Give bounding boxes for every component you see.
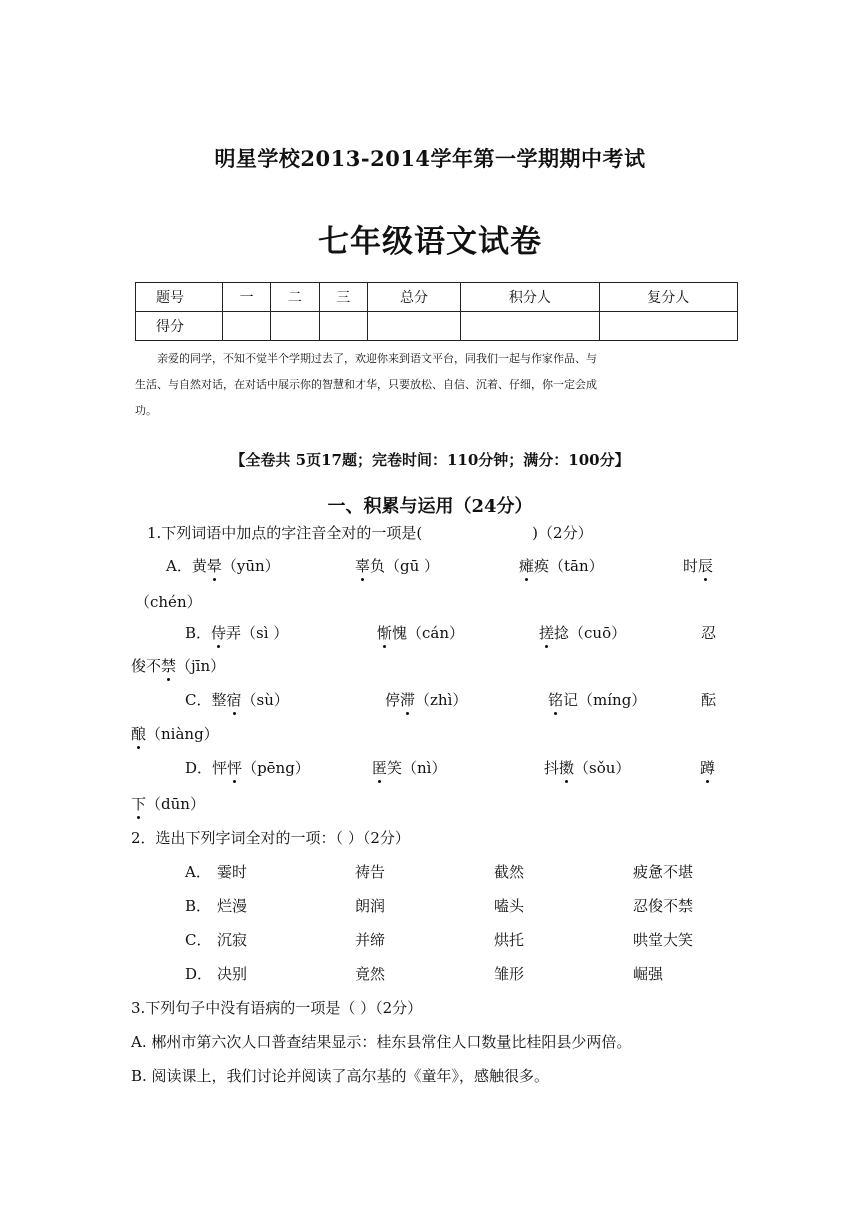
score-cell: 得分: [136, 312, 223, 341]
option-text: （yūn）: [221, 557, 280, 575]
dotted-char: 下: [131, 795, 147, 813]
question-text: 1.下列词语中加点的字注音全对的一项是(: [147, 524, 423, 542]
dotted-char: 辰: [698, 557, 714, 575]
q1-option-d-word3: [544, 757, 630, 778]
score-input-cell[interactable]: [461, 312, 599, 341]
dotted-char: 惭: [377, 624, 393, 642]
option-text: （zhì）: [415, 691, 468, 709]
score-cell: 题号: [136, 283, 223, 312]
q2-option-word: 崛强: [633, 965, 664, 983]
q1-option-d-word2: [372, 757, 446, 778]
q2-option-letter: C．: [185, 931, 212, 949]
q2-option-word: 竟然: [355, 965, 386, 983]
q2-option-word: 疲惫不堪: [633, 863, 694, 881]
q1-option-a-continued: （chén）: [135, 593, 202, 611]
section-title: 一、积累与运用（24分）: [327, 496, 533, 517]
q1-option-d-continued: [131, 793, 205, 814]
q2-option-word: 烂漫: [217, 897, 248, 915]
score-input-cell[interactable]: [271, 312, 319, 341]
dotted-char: 晕: [206, 557, 222, 575]
q2-option-word: 烘托: [494, 931, 525, 949]
dotted-char: 蹲: [700, 759, 716, 777]
dotted-char: 匿: [372, 759, 388, 777]
score-input-cell[interactable]: [223, 312, 271, 341]
dotted-char: 宿: [226, 691, 242, 709]
paper-title: 七年级语文试卷: [318, 224, 542, 260]
q3-option-a: A. 郴州市第六次人口普查结果显示：桂东县常住人口数量比桂阳县少两倍。: [131, 1033, 632, 1051]
option-text: 整: [211, 691, 227, 709]
option-letter: B．: [185, 624, 212, 642]
dotted-char: 瘫: [519, 557, 535, 575]
score-cell: 积分人: [461, 283, 599, 312]
score-table: [135, 282, 738, 341]
score-cell: 复分人: [599, 283, 737, 312]
option-text: 时: [683, 557, 699, 575]
school-title: 明星学校2013-2014学年第一学期期中考试: [214, 146, 646, 171]
option-text: 怦: [212, 759, 228, 777]
q2-option-word: 沉寂: [217, 931, 248, 949]
question-3-stem: 3.下列句子中没有语病的一项是（ ）（2分）: [131, 999, 423, 1017]
option-text: 抖: [544, 759, 560, 777]
q2-option-word: 朗润: [355, 897, 386, 915]
q1-option-d: [185, 757, 310, 778]
q2-option-word: 并缔: [355, 931, 386, 949]
score-cell: 总分: [367, 283, 460, 312]
dotted-char: 禁: [161, 657, 177, 675]
q2-option-word: 决别: [217, 965, 248, 983]
q1-option-b: [185, 622, 288, 643]
q2-option-word: 截然: [494, 863, 525, 881]
option-text: （pēng）: [242, 759, 310, 777]
q1-option-c-word2: [385, 689, 467, 710]
option-letter: C．: [185, 691, 212, 709]
option-text: 黄: [191, 557, 207, 575]
option-text: 俊不: [131, 657, 162, 675]
option-text: 笑（nì）: [387, 759, 447, 777]
score-cell: 二: [271, 283, 319, 312]
score-input-cell[interactable]: [319, 312, 367, 341]
option-text: （sǒu）: [574, 759, 631, 777]
q2-option-letter: A．: [185, 863, 211, 881]
q2-option-letter: D．: [185, 965, 213, 983]
question-1-stem: [147, 522, 593, 543]
q1-option-a-word4: [683, 555, 713, 576]
option-text: （niàng）: [146, 725, 219, 743]
q2-option-word: 霎时: [217, 863, 248, 881]
dotted-char: 怦: [227, 759, 243, 777]
intro-line: 功。: [135, 404, 157, 417]
q1-option-a-word3: [519, 555, 604, 576]
option-text: 负（gū ）: [370, 557, 440, 575]
q2-option-letter: B．: [185, 897, 212, 915]
intro-paragraph: [135, 346, 735, 424]
q3-option-b: B. 阅读课上，我们讨论并阅读了高尔基的《童年》，感触很多。: [131, 1067, 550, 1085]
q1-option-a-word2: [355, 555, 439, 576]
option-letter: D．: [185, 759, 213, 777]
intro-line: 生活、与自然对话，在对话中展示你的智慧和才华，只要放松、自信、沉着、仔细，你一定会成: [135, 378, 597, 391]
dotted-char: 侍: [211, 624, 227, 642]
option-text: 记（míng）: [563, 691, 647, 709]
option-text: 愧（cán）: [392, 624, 465, 642]
score-input-cell[interactable]: [367, 312, 460, 341]
option-text: （sù）: [241, 691, 289, 709]
q2-option-word: 雏形: [494, 965, 525, 983]
option-text: 弄（sì ）: [226, 624, 289, 642]
q2-option-word: 哄堂大笑: [633, 931, 694, 949]
q2-option-word: 忍俊不禁: [633, 897, 694, 915]
exam-notice: 【全卷共 5页17题；完卷时间：110分钟；满分：100分】: [230, 451, 630, 469]
q1-option-b-word4: 忍: [701, 624, 717, 642]
question-text: )（2分）: [532, 524, 593, 542]
option-text: 捻（cuō）: [554, 624, 627, 642]
option-text: 痪（tān）: [534, 557, 604, 575]
score-table-header-row: [136, 283, 738, 312]
intro-line: 亲爱的同学，不知不觉半个学期过去了，欢迎你来到语文平台，同我们一起与作家作品、与: [157, 352, 597, 365]
q1-option-b-continued: [131, 655, 225, 676]
q2-option-word: 祷告: [355, 863, 386, 881]
dotted-char: 酿: [131, 725, 147, 743]
dotted-char: 擞: [559, 759, 575, 777]
q1-option-c-word4: 酝: [701, 691, 717, 709]
dotted-char: 辜: [355, 557, 371, 575]
option-text: 停: [385, 691, 401, 709]
score-table-score-row: [136, 312, 738, 341]
dotted-char: 铭: [548, 691, 564, 709]
q2-option-word: 嗑头: [494, 897, 525, 915]
dotted-char: 搓: [539, 624, 555, 642]
option-text: （dūn）: [146, 795, 205, 813]
score-input-cell[interactable]: [599, 312, 737, 341]
score-cell: 一: [223, 283, 271, 312]
q1-option-b-word3: [539, 622, 626, 643]
q1-option-c-continued: [131, 723, 219, 744]
q1-option-a: [166, 555, 280, 576]
question-2-stem: 2．选出下列字词全对的一项：（ ）（2分）: [131, 829, 410, 847]
option-letter: A．: [166, 557, 192, 575]
q1-option-c-word3: [548, 689, 646, 710]
score-cell: 三: [319, 283, 367, 312]
dotted-char: 滞: [400, 691, 416, 709]
option-text: （jīn）: [176, 657, 226, 675]
q1-option-c: [185, 689, 289, 710]
q1-option-b-word2: [377, 622, 464, 643]
q1-option-d-word4: [700, 757, 715, 778]
